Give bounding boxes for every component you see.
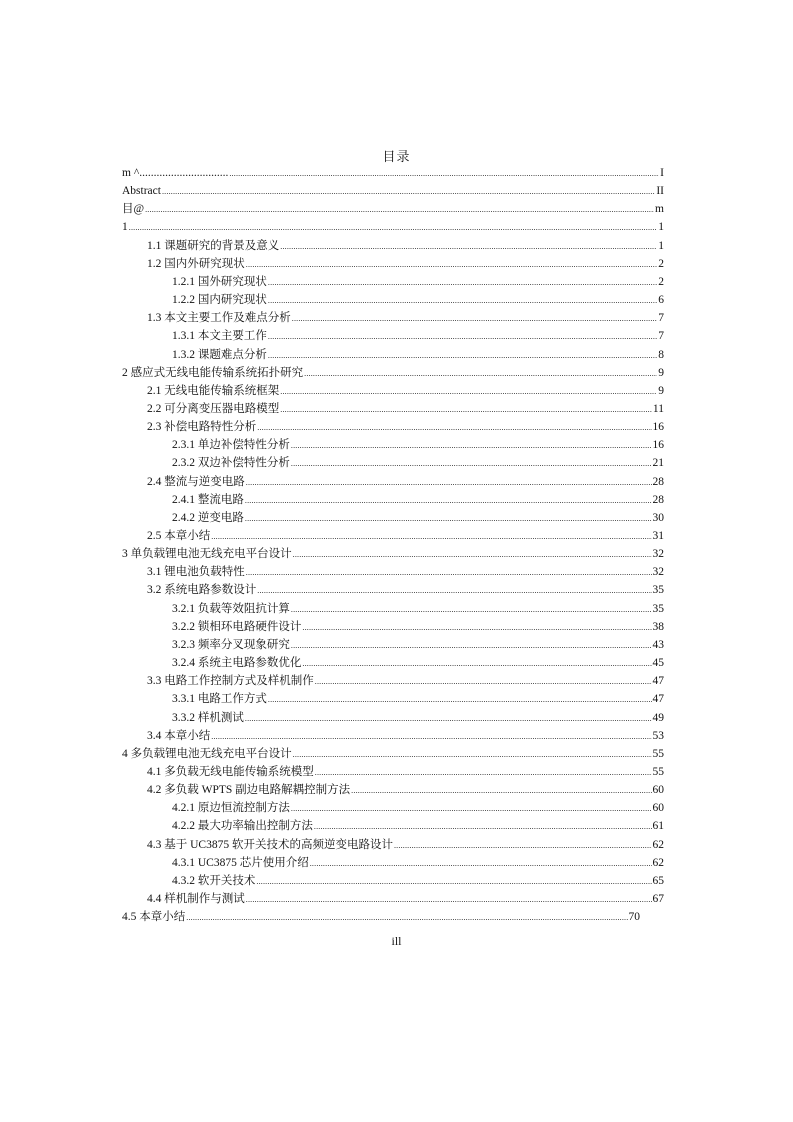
toc-entry-page-number: 35 <box>652 584 664 597</box>
toc-entry-page-number: 55 <box>652 765 664 778</box>
dot-leader <box>246 891 652 909</box>
toc-entry[interactable] <box>172 690 664 708</box>
toc-entry-label: 4.4 样机制作与测试 <box>147 893 245 905</box>
toc-entry[interactable] <box>147 309 664 327</box>
dot-leader <box>315 764 652 782</box>
toc-entry-label: 2.4 整流与逆变电路 <box>147 475 245 488</box>
toc-entry-label: 1.3 本文主要工作及难点分析 <box>147 312 291 325</box>
toc-entry-page-number: 60 <box>652 784 664 797</box>
toc-entry-page-number: 28 <box>652 475 664 488</box>
toc-entry[interactable] <box>147 527 664 545</box>
dot-leader <box>245 710 652 728</box>
toc-entry-label: 4.2 多负载 WPTS 副边电路解耦控制方法 <box>147 784 351 797</box>
toc-entry-label: 2.3.2 双边补偿特性分析 <box>172 457 290 470</box>
toc-entry-label: Abstract <box>122 185 161 198</box>
toc-entry-page-number: 7 <box>658 312 664 325</box>
dot-leader <box>280 383 657 401</box>
toc-entry-label: 3.3.2 样机测试 <box>172 711 244 724</box>
toc-entry[interactable] <box>147 763 664 781</box>
toc-entry-label: 4.5 本章小结 <box>122 911 186 924</box>
toc-entry-label: 3.2.1 负载等效阻抗计算 <box>172 602 290 615</box>
dot-leader <box>291 637 652 655</box>
toc-entry[interactable] <box>172 618 664 636</box>
toc-entry[interactable] <box>147 237 664 255</box>
toc-entry-label: 2.1 无线电能传输系统框架 <box>147 384 280 397</box>
toc-entry-label: 4.2.1 原边恒流控制方法 <box>172 802 290 815</box>
dot-leader <box>257 419 651 437</box>
dot-leader <box>304 365 657 383</box>
toc-entry-page-number: 2 <box>658 275 664 288</box>
dot-leader <box>268 328 657 346</box>
toc-entry-page-number: 60 <box>652 802 664 815</box>
toc-entry-page-number: 7 <box>658 330 664 343</box>
toc-entry[interactable] <box>172 454 664 472</box>
toc-entry[interactable] <box>147 255 664 273</box>
toc-entry[interactable] <box>147 581 664 599</box>
dot-leader <box>351 782 651 800</box>
toc-entry-page-number: 62 <box>652 838 664 851</box>
dot-leader <box>291 800 652 818</box>
toc-entry[interactable] <box>147 727 664 745</box>
dot-leader <box>246 474 652 492</box>
toc-entry-page-number: 62 <box>652 856 664 869</box>
toc-entry-label: 2.3 补偿电路特性分析 <box>147 421 257 434</box>
toc-entry-label: 1.3.2 课题难点分析 <box>172 348 267 361</box>
toc-entry-page-number: 35 <box>652 602 664 615</box>
dot-leader <box>302 655 651 673</box>
toc-entry-label: 2.4.1 整流电路 <box>172 493 244 506</box>
dot-leader <box>268 292 657 310</box>
toc-entry-page-number: 49 <box>652 711 664 724</box>
dot-leader <box>186 909 627 927</box>
toc-entry-label: 3.2.4 系统主电路参数优化 <box>172 657 302 670</box>
toc-entry-page-number: 43 <box>652 638 664 651</box>
dot-leader <box>268 274 657 292</box>
toc-entry[interactable] <box>122 200 664 218</box>
toc-entry[interactable] <box>172 709 664 727</box>
toc-entry-page-number: 2 <box>658 257 664 270</box>
toc-entry-label: 2.2 可分离变压器电路模型 <box>147 402 280 415</box>
toc-entry[interactable] <box>172 346 664 364</box>
toc-entry-label: 1.3.1 本文主要工作 <box>172 330 267 343</box>
toc-entry[interactable] <box>172 600 664 618</box>
toc-entry[interactable] <box>147 400 664 418</box>
toc-entry-label: 1.2.1 国外研究现状 <box>172 275 267 288</box>
toc-entry[interactable] <box>147 890 664 908</box>
toc-entry-label: 1.2.2 国内研究现状 <box>172 294 267 307</box>
toc-entry[interactable] <box>172 872 664 890</box>
dot-leader <box>256 873 651 891</box>
dot-leader <box>245 510 652 528</box>
toc-entry-page-number: 31 <box>652 530 664 542</box>
toc-entry[interactable] <box>147 836 664 854</box>
toc-entry-page-number: 1 <box>658 239 664 252</box>
dot-leader <box>314 818 652 836</box>
toc-entry-label: 1.2 国内外研究现状 <box>147 257 245 270</box>
toc-entry-label: 4.3.2 软开关技术 <box>172 874 256 887</box>
toc-entry-label: 1 <box>122 221 128 234</box>
toc-entry-page-number: 70 <box>628 911 640 924</box>
dot-leader <box>293 746 652 764</box>
toc-entry-label: 目@ <box>122 203 145 216</box>
toc-entry[interactable] <box>172 854 664 872</box>
toc-entry-page-number: II <box>656 185 664 198</box>
dot-leader <box>245 492 652 510</box>
toc-entry-page-number: 47 <box>652 675 664 688</box>
toc-entry-label: 4.2.2 最大功率输出控制方法 <box>172 820 313 833</box>
toc-entry-page-number: 1 <box>658 221 664 234</box>
toc-entry-page-number: 8 <box>658 348 664 361</box>
toc-entry[interactable] <box>122 908 640 926</box>
toc-entry-page-number: 30 <box>652 511 664 524</box>
toc-entry[interactable] <box>172 436 664 454</box>
toc-entry-label: m ^............................... <box>122 167 229 179</box>
toc-entry-page-number: 9 <box>658 366 664 379</box>
toc-entry-page-number: m <box>655 203 664 216</box>
toc-entry[interactable] <box>147 382 664 400</box>
toc-entry-page-number: 67 <box>652 893 664 905</box>
toc-entry-label: 2 感应式无线电能传输系统拓扑研究 <box>122 366 304 379</box>
dot-leader <box>291 437 652 455</box>
toc-entry-page-number: 11 <box>652 402 664 415</box>
dot-leader <box>211 528 651 546</box>
toc-entry[interactable] <box>122 364 664 382</box>
toc-entry[interactable] <box>122 218 664 236</box>
toc-entry-label: 2.5 本章小结 <box>147 530 211 542</box>
dot-leader <box>394 837 652 855</box>
toc-entry[interactable] <box>172 636 664 654</box>
toc-entry[interactable] <box>147 473 664 491</box>
dot-leader <box>302 619 651 637</box>
dot-leader <box>315 673 652 691</box>
toc-entry-page-number: 47 <box>652 693 664 706</box>
toc-entry[interactable] <box>172 273 664 291</box>
toc-entry-page-number: 28 <box>652 493 664 506</box>
dot-leader <box>229 165 659 183</box>
toc-entry[interactable] <box>172 291 664 309</box>
toc-entry-page-number: 38 <box>652 620 664 633</box>
toc-entry-label: 3.4 本章小结 <box>147 729 211 742</box>
toc-entry-page-number: 61 <box>652 820 664 833</box>
toc-entry[interactable] <box>172 509 664 527</box>
toc-entry-label: 4.1 多负载无线电能传输系统模型 <box>147 765 314 778</box>
toc-entry[interactable] <box>172 799 664 817</box>
toc-entry[interactable] <box>172 654 664 672</box>
dot-leader <box>246 256 658 274</box>
toc-entry-page-number: I <box>660 167 664 179</box>
toc-entry-page-number: 32 <box>652 548 664 561</box>
toc-entry-label: 3.2.2 锁相环电路硬件设计 <box>172 620 302 633</box>
toc-entry-label: 3.1 锂电池负载特性 <box>147 566 245 579</box>
dot-leader <box>293 546 652 564</box>
toc-entry-label: 3 单负载锂电池无线充电平台设计 <box>122 548 292 561</box>
dot-leader <box>211 728 651 746</box>
dot-leader <box>268 347 657 365</box>
dot-leader <box>280 238 657 256</box>
toc-entry[interactable] <box>147 672 664 690</box>
dot-leader <box>292 310 658 328</box>
toc-entry[interactable] <box>122 545 664 563</box>
toc-entry-page-number: 16 <box>652 439 664 452</box>
toc-entry-label: 1.1 课题研究的背景及意义 <box>147 239 280 252</box>
toc-entry[interactable] <box>172 327 664 345</box>
dot-leader <box>291 601 652 619</box>
toc-title: 目录 <box>382 149 411 164</box>
toc-entry[interactable] <box>122 745 664 763</box>
toc-entry-label: 4.3 基于 UC3875 软开关技术的高频逆变电路设计 <box>147 838 393 851</box>
dot-leader <box>291 455 652 473</box>
toc-entry-page-number: 45 <box>652 657 664 670</box>
toc-entry[interactable] <box>147 563 664 581</box>
page-number-footer: ill <box>391 934 402 948</box>
toc-entry-page-number: 32 <box>652 566 664 579</box>
dot-leader <box>257 582 651 600</box>
toc-entry[interactable] <box>172 491 664 509</box>
dot-leader <box>129 219 658 237</box>
toc-entry-label: 4 多负载锂电池无线充电平台设计 <box>122 747 292 760</box>
toc-entry[interactable] <box>147 781 664 799</box>
toc-entry[interactable] <box>122 164 664 182</box>
toc-entry-label: 3.2 系统电路参数设计 <box>147 584 257 597</box>
toc-entry-page-number: 21 <box>652 457 664 470</box>
dot-leader <box>246 564 652 582</box>
toc-entry-label: 2.4.2 逆变电路 <box>172 511 244 524</box>
toc-entry-page-number: 9 <box>658 384 664 397</box>
toc-entry-page-number: 55 <box>652 747 664 760</box>
toc-entry-label: 3.2.3 频率分叉现象研究 <box>172 638 290 651</box>
toc-entry-page-number: 16 <box>652 421 664 434</box>
dot-leader <box>310 855 652 873</box>
toc-entry-page-number: 65 <box>652 874 664 887</box>
toc-entry[interactable] <box>147 418 664 436</box>
dot-leader <box>162 183 655 201</box>
toc-entry[interactable] <box>172 817 664 835</box>
toc-entry-page-number: 53 <box>652 729 664 742</box>
toc-entry-label: 2.3.1 单边补偿特性分析 <box>172 439 290 452</box>
dot-leader <box>268 691 652 709</box>
toc-entry-label: 4.3.1 UC3875 芯片使用介绍 <box>172 856 309 869</box>
dot-leader <box>280 401 652 419</box>
toc-entry-page-number: 6 <box>658 294 664 307</box>
dot-leader <box>145 201 654 219</box>
toc-entry-label: 3.3 电路工作控制方式及样机制作 <box>147 675 314 688</box>
toc-entry[interactable] <box>122 182 664 200</box>
toc-entry-label: 3.3.1 电路工作方式 <box>172 693 267 706</box>
